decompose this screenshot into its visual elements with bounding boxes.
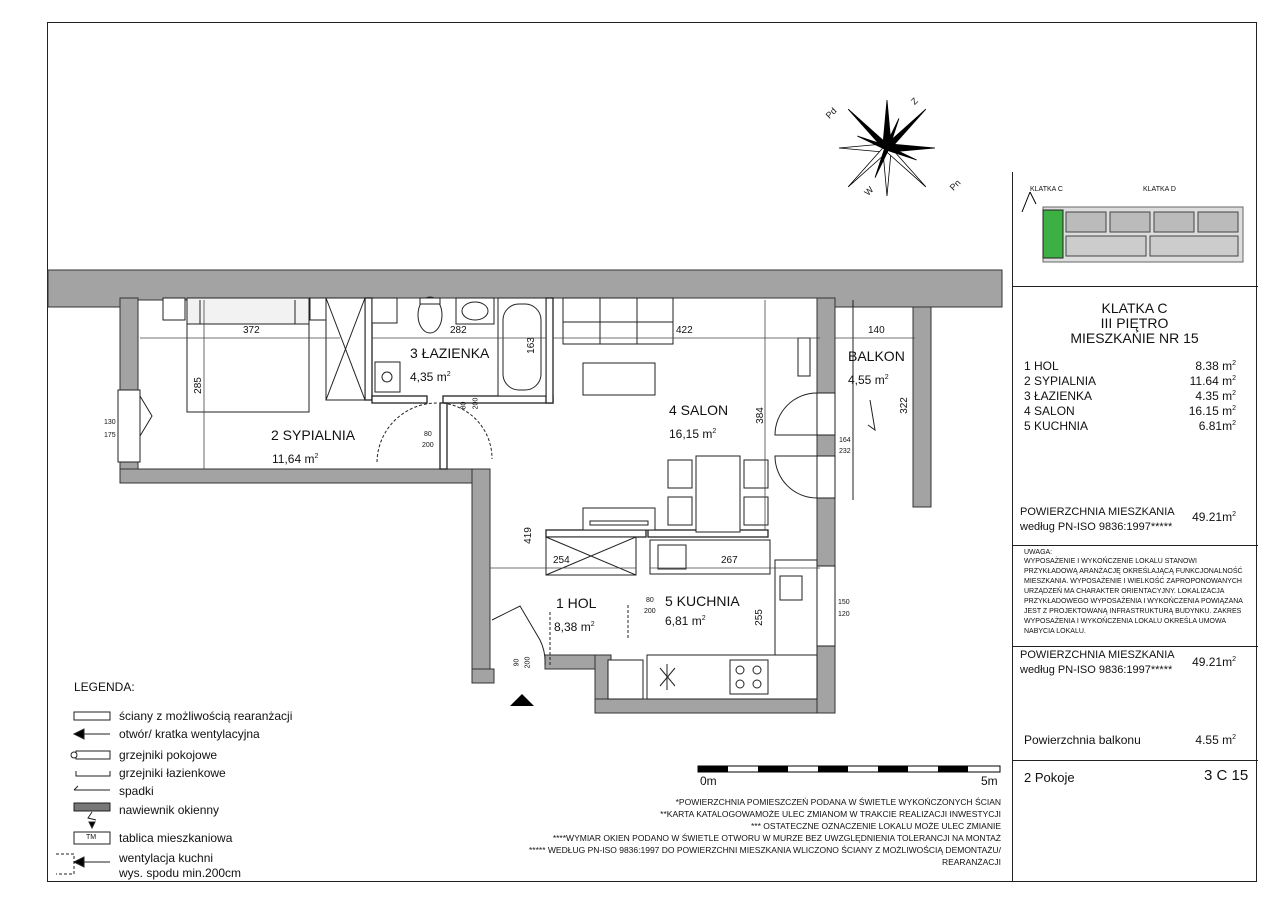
room-area-kuchnia: 6,81 $m^2$ <box>665 614 706 628</box>
keyplan-label-c: KLATKA C <box>1030 186 1063 193</box>
apartment-code: 3 C 15 <box>1204 767 1249 784</box>
uwaga-line: PRZYKŁADOWĄ ARANŻACJĘ OKREŚLAJĄCĄ FUNKCJONALNOŚĆ <box>1024 568 1243 575</box>
divider <box>1013 545 1258 546</box>
divider <box>1013 646 1258 647</box>
footnote-2: **KARTA KATALOGOWAMOŻE ULEC ZMIANOM W TRAKCIE REALIZACJI INWESTYCJI <box>660 809 1001 819</box>
area1-label-1: POWIERZCHNIA MIESZKANIA <box>1020 506 1175 518</box>
room-list-name: 4 SALON <box>1024 404 1075 418</box>
uwaga-line: PRZYKŁADOWEGO WYPOSAŻENIA I WYKOŃCZENIA POWIĄZANA <box>1024 598 1243 605</box>
uwaga-line: NABYCIA LOKALU. <box>1024 628 1086 635</box>
door-80-c: 80 <box>646 597 654 604</box>
legend-item-height: wys. spodu min.200cm <box>119 866 242 880</box>
room-area-salon: 16,15 $m^2$ <box>669 427 717 441</box>
balcony-area-value: 4.55 $m^2$ <box>1195 733 1236 747</box>
room-name-salon: 4 SALON <box>669 402 729 418</box>
room-name-balkon: BALKON <box>848 348 905 364</box>
compass-label-w: Z <box>908 95 920 107</box>
room-list-area: 8.38 $m^2$ <box>1195 359 1236 373</box>
compass-rose <box>809 70 965 226</box>
dim-372: 372 <box>243 325 260 336</box>
dim-285: 285 <box>192 377 204 394</box>
keyplan-label-d: KLATKA D <box>1143 186 1176 193</box>
room-name-lazienka: 3 ŁAZIENKA <box>410 345 490 361</box>
header-line-1: KLATKA C <box>1101 300 1168 316</box>
legend-item-window-vent: nawiewnik okienny <box>119 803 220 817</box>
room-list-area: 16.15 $m^2$ <box>1188 404 1236 418</box>
compass-label-n: Pn <box>947 177 963 193</box>
door-200-a: 200 <box>422 442 434 449</box>
divider <box>1013 760 1258 761</box>
divider <box>1013 286 1258 287</box>
header-line-2: III PIĘTRO <box>1100 315 1169 331</box>
scale-bar <box>698 766 1000 772</box>
bedroom-window <box>118 390 152 462</box>
legend-tm-label: TM <box>86 834 97 841</box>
uwaga-line: WYPOSAŻENIE I WYKOŃCZENIE LOKALU STANOWI <box>1024 558 1197 565</box>
scale-start: 0m <box>700 774 717 788</box>
compass-label-e: W <box>862 184 876 198</box>
dim-150: 150 <box>838 599 850 606</box>
door-90: 90 <box>513 658 521 667</box>
room-area-hol: 8,38 $m^2$ <box>554 620 595 634</box>
header-line-3: MIESZKAŃIE NR 15 <box>1070 330 1199 346</box>
dim-140: 140 <box>868 325 885 336</box>
door-80-b: 80 <box>460 401 468 410</box>
door-200-c: 200 <box>644 608 656 615</box>
room-list-area: 4.35 $m^2$ <box>1195 389 1236 403</box>
bed <box>163 298 332 412</box>
compass-label-s: Pd <box>823 105 839 121</box>
dim-282: 282 <box>450 325 467 336</box>
dim-163: 163 <box>525 337 537 354</box>
room-list-area: $6.81m^2$ <box>1198 419 1236 433</box>
room-list-area: 11.64 $m^2$ <box>1189 374 1236 388</box>
legend-item-panel: tablica mieszkaniowa <box>119 831 233 845</box>
dim-164: 164 <box>839 437 851 444</box>
room-area-lazienka: 4,35 $m^2$ <box>410 370 451 384</box>
legend-item-slopes: spadki <box>119 784 154 798</box>
room-list-name: 3 ŁAZIENKA <box>1024 389 1093 403</box>
legend-symbols <box>56 712 110 874</box>
dim-254: 254 <box>553 555 570 566</box>
balcony-area-label: Powierzchnia balkonu <box>1024 733 1141 747</box>
uwaga-line: JEST Z PROJEKTOWANĄ INFRASTRUKTURĄ BUDYNKU. ZAKRES <box>1024 608 1242 615</box>
dim-130: 130 <box>104 419 116 426</box>
room-list-name: 5 KUCHNIA <box>1024 419 1089 433</box>
legend-item-radiators: grzejniki pokojowe <box>119 748 218 762</box>
room-list-name: 2 SYPIALNIA <box>1024 374 1097 388</box>
room-area-sypialnia: 11,64 $m^2$ <box>272 452 319 466</box>
footnote-3: *** OSTATECZNE OZNACZENIE LOKALU MOŻE ULEC ZMIANIE <box>751 821 1001 831</box>
dim-384: 384 <box>754 407 766 424</box>
wardrobe <box>326 298 365 400</box>
room-name-sypialnia: 2 SYPIALNIA <box>271 427 356 443</box>
dim-255: 255 <box>753 609 765 626</box>
scale-end: 5m <box>981 774 998 788</box>
footnote-5: ***** WEDŁUG PN-ISO 9836:1997 DO POWIERZCHNI MIESZKANIA WLICZONO ŚCIANY Z MOŻLIWOŚCIĄ DEMONTAŻU/ <box>529 845 1001 855</box>
dim-419: 419 <box>522 527 534 544</box>
room-count: 2 Pokoje <box>1024 770 1075 785</box>
room-list-name: 1 HOL <box>1024 359 1059 373</box>
room-area-balkon: 4,55 $m^2$ <box>848 373 889 387</box>
area1-value: $49.21m^2$ <box>1192 510 1236 524</box>
door-200-b: 200 <box>472 397 480 410</box>
dim-422: 422 <box>676 325 693 336</box>
legend-item-bath-radiators: grzejniki łazienkowe <box>119 766 226 780</box>
uwaga-line: WYPOSAŻENIA I WYKOŃCZENIA LOKALU OKREŚLA UMOWA <box>1024 618 1227 625</box>
dim-267: 267 <box>721 555 738 566</box>
footnote-4: ****WYMIAR OKIEN PODANO W ŚWIETLE OTWORU W MURZE BEZ UWZGLĘDNIENIA TOLERANCJI NA MONTAŻ <box>552 833 1001 843</box>
area1-label-2: według PN-ISO 9836:1997***** <box>1020 521 1173 533</box>
dim-322: 322 <box>898 397 910 414</box>
uwaga-line: URZĄDZEŃ MA CHARAKTER ORIENTACYJNY. LOKALIZACJA <box>1024 588 1225 595</box>
area2-label-1: POWIERZCHNIA MIESZKANIA <box>1020 649 1175 661</box>
footnote-6: REARANŻACJI <box>941 857 1001 867</box>
room-name-hol: 1 HOL <box>556 595 597 611</box>
door-80-a: 80 <box>424 431 432 438</box>
area2-value: $49.21m^2$ <box>1192 655 1236 669</box>
legend-title: LEGENDA: <box>74 680 135 694</box>
uwaga-line: MIESZKANIA. WYPOSAŻENIE I WIELKOŚĆ ZAPROPONOWANYCH <box>1024 578 1242 585</box>
legend-item-kitchen-vent: wentylacja kuchni <box>119 851 214 865</box>
dim-232: 232 <box>839 448 851 455</box>
entrance-marker <box>510 694 534 706</box>
dim-120: 120 <box>838 611 850 618</box>
room-name-kuchnia: 5 KUCHNIA <box>665 593 740 609</box>
legend-item-walls: ściany z możliwością rearanżacji <box>119 709 293 723</box>
dim-175: 175 <box>104 432 116 439</box>
area2-label-2: według PN-ISO 9836:1997***** <box>1020 664 1173 676</box>
footnote-1: *POWIERZCHNIA POMIESZCZEŃ PODANA W ŚWIETLE WYKOŃCZONYCH ŚCIAN <box>675 797 1001 807</box>
legend-item-vent: otwór/ kratka wentylacyjna <box>119 727 260 741</box>
uwaga-title: UWAGA: <box>1024 549 1053 556</box>
door-200-d: 200 <box>524 656 532 669</box>
